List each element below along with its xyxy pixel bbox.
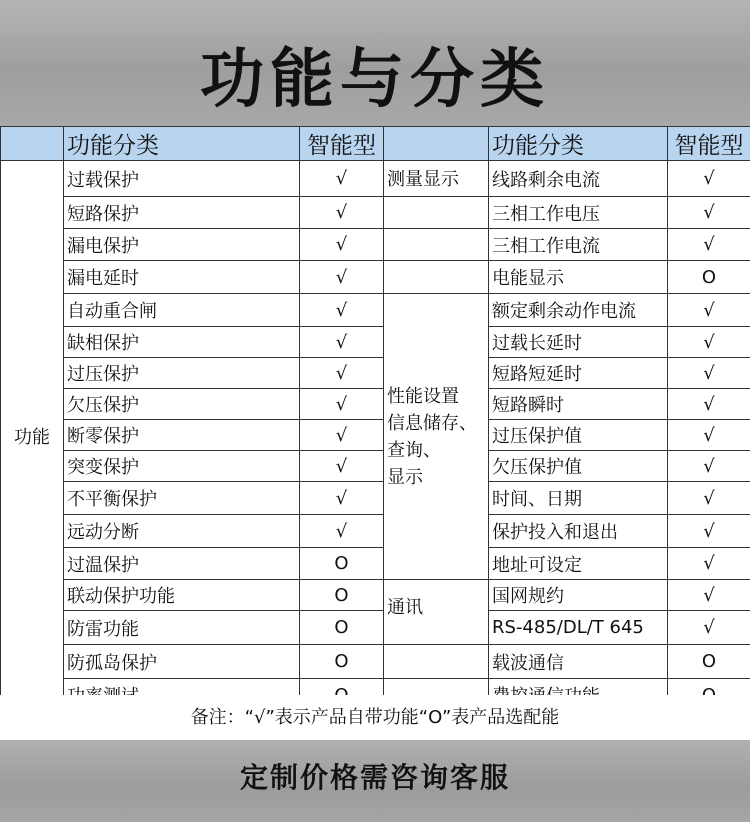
right-mark: √ — [668, 515, 750, 548]
left-mark: √ — [300, 482, 384, 515]
left-feature: 漏电保护 — [64, 229, 300, 261]
right-feature: 欠压保护值 — [489, 451, 668, 482]
left-mark: √ — [300, 294, 384, 327]
header-function-category-left: 功能分类 — [64, 127, 300, 161]
table-row — [1, 420, 750, 451]
table-row — [1, 327, 750, 358]
right-feature: 线路剩余电流 — [489, 161, 668, 197]
left-mark: √ — [300, 197, 384, 229]
left-feature: 过载保护 — [64, 161, 300, 197]
right-feature: 短路短延时 — [489, 358, 668, 389]
table-row — [1, 358, 750, 389]
left-mark: O — [300, 611, 384, 645]
left-feature: 联动保护功能 — [64, 580, 300, 611]
table-row — [1, 294, 750, 327]
table-row — [1, 229, 750, 261]
left-mark: √ — [300, 261, 384, 294]
right-feature: 过载长延时 — [489, 327, 668, 358]
left-mark: √ — [300, 327, 384, 358]
table-row — [1, 580, 750, 611]
right-mark: √ — [668, 197, 750, 229]
left-feature: 防孤岛保护 — [64, 645, 300, 679]
group-measure-display: 测量显示 — [384, 161, 489, 197]
right-mark: √ — [668, 451, 750, 482]
right-mark: √ — [668, 482, 750, 515]
left-feature: 缺相保护 — [64, 327, 300, 358]
header-smart-type-right: 智能型 — [668, 127, 750, 161]
right-feature: 地址可设定 — [489, 548, 668, 580]
header-blank-2 — [384, 127, 489, 161]
left-mark: √ — [300, 420, 384, 451]
group-blank-cell — [384, 261, 489, 294]
left-mark: √ — [300, 161, 384, 197]
right-feature: 短路瞬时 — [489, 389, 668, 420]
right-mark: √ — [668, 611, 750, 645]
right-mark: √ — [668, 580, 750, 611]
table-header-row — [1, 127, 750, 161]
group-blank-cell — [384, 229, 489, 261]
right-feature: 电能显示 — [489, 261, 668, 294]
right-feature: 三相工作电压 — [489, 197, 668, 229]
left-feature: 突变保护 — [64, 451, 300, 482]
left-mark: O — [300, 580, 384, 611]
group-settings-line: 显示 — [387, 466, 423, 488]
right-mark: O — [668, 645, 750, 679]
right-mark: √ — [668, 327, 750, 358]
table-row — [1, 261, 750, 294]
left-mark: O — [300, 548, 384, 580]
page-title: 功能与分类 — [200, 43, 550, 117]
table-row — [1, 645, 750, 679]
right-mark: √ — [668, 229, 750, 261]
left-mark: O — [300, 645, 384, 679]
right-mark: √ — [668, 389, 750, 420]
left-feature: 漏电延时 — [64, 261, 300, 294]
table-note: 备注：“√”表示产品自带功能“O”表产品选配能 — [0, 695, 750, 741]
right-mark: √ — [668, 420, 750, 451]
left-mark: √ — [300, 389, 384, 420]
header-blank-1 — [1, 127, 64, 161]
left-feature: 远动分断 — [64, 515, 300, 548]
right-mark: √ — [668, 294, 750, 327]
right-feature: 国网规约 — [489, 580, 668, 611]
right-mark: O — [668, 261, 750, 294]
group-blank-cell — [384, 645, 489, 679]
group-settings-line: 信息储存、 — [387, 412, 477, 434]
left-feature: 过压保护 — [64, 358, 300, 389]
right-feature: 保护投入和退出 — [489, 515, 668, 548]
right-feature: RS-485/DL/T 645 — [489, 611, 668, 645]
group-communication: 通讯 — [384, 580, 489, 645]
left-feature: 短路保护 — [64, 197, 300, 229]
table-row — [1, 482, 750, 515]
group-settings-line: 性能设置 — [387, 385, 459, 407]
right-mark: √ — [668, 161, 750, 197]
table-row — [1, 548, 750, 580]
left-mark: √ — [300, 451, 384, 482]
right-mark: √ — [668, 358, 750, 389]
group-settings-storage — [384, 294, 489, 580]
function-group-label: 功能 — [1, 161, 64, 712]
right-feature: 时间、日期 — [489, 482, 668, 515]
feature-table — [0, 126, 750, 712]
footer-text: 定制价格需咨询客服 — [239, 761, 510, 794]
group-blank-cell — [384, 197, 489, 229]
left-feature: 防雷功能 — [64, 611, 300, 645]
left-feature: 过温保护 — [64, 548, 300, 580]
table-row — [1, 197, 750, 229]
table-row — [1, 515, 750, 548]
right-feature: 三相工作电流 — [489, 229, 668, 261]
left-mark: √ — [300, 515, 384, 548]
header-smart-type-left: 智能型 — [300, 127, 384, 161]
right-feature: 过压保护值 — [489, 420, 668, 451]
left-mark: √ — [300, 358, 384, 389]
group-settings-line: 查询、 — [387, 439, 441, 461]
table-row — [1, 161, 750, 197]
table-row — [1, 611, 750, 645]
left-feature: 欠压保护 — [64, 389, 300, 420]
header-function-category-right: 功能分类 — [489, 127, 668, 161]
right-feature: 载波通信 — [489, 645, 668, 679]
left-feature: 不平衡保护 — [64, 482, 300, 515]
table-row — [1, 451, 750, 482]
right-feature: 额定剩余动作电流 — [489, 294, 668, 327]
left-feature: 断零保护 — [64, 420, 300, 451]
table-row — [1, 389, 750, 420]
left-mark: √ — [300, 229, 384, 261]
left-feature: 自动重合闸 — [64, 294, 300, 327]
right-mark: √ — [668, 548, 750, 580]
